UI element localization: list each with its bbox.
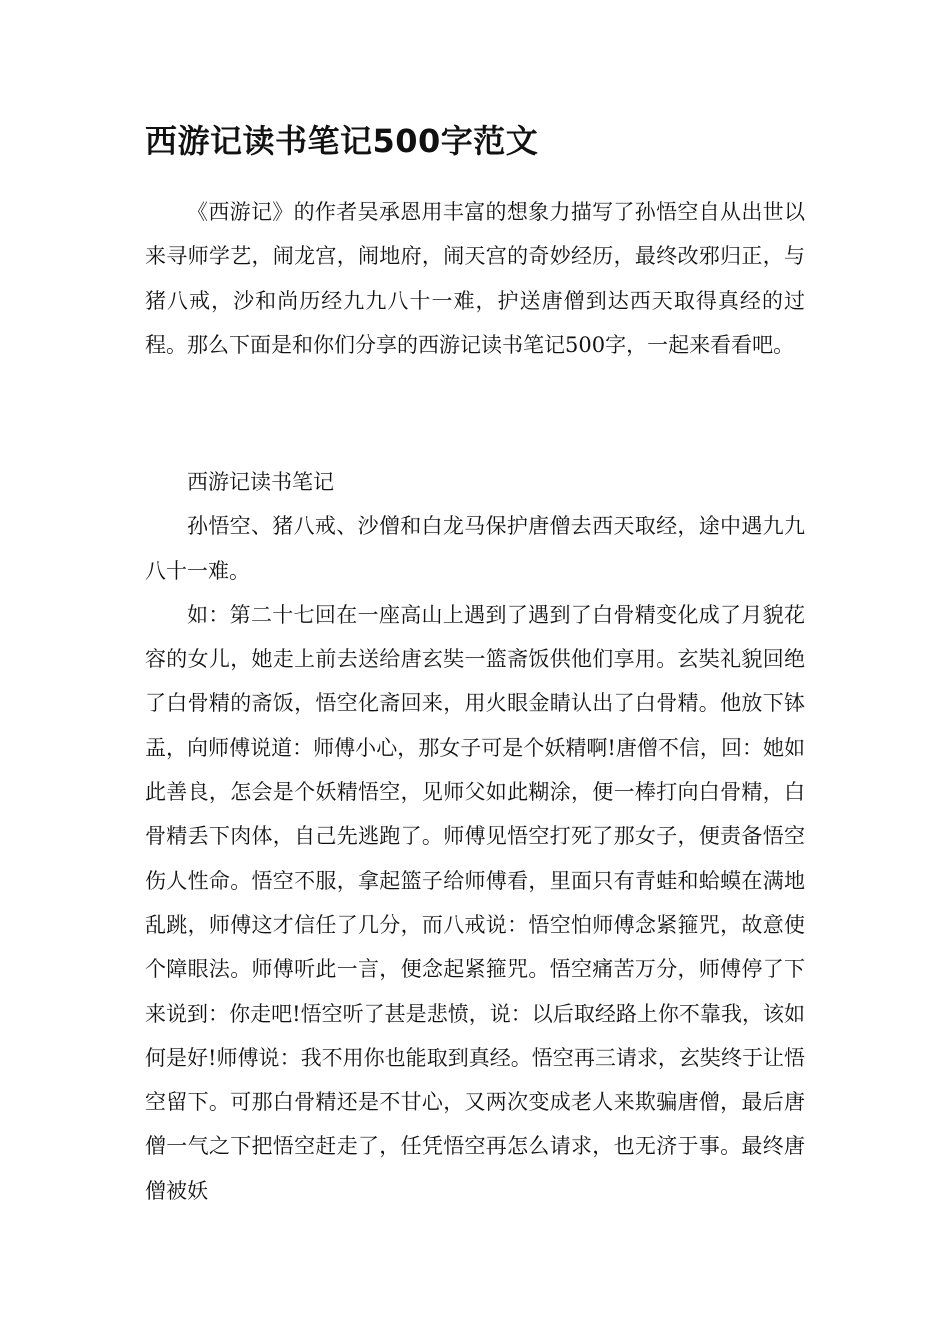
document-title: 西游记读书笔记500字范文 <box>145 122 539 160</box>
section-heading: 西游记读书笔记 <box>187 470 334 494</box>
intro-paragraph: 《西游记》的作者吴承恩用丰富的想象力描写了孙悟空自从出世以来寻师学艺，闹龙宫，闹地府，闹天宫的奇妙经历，最终改邪归正，与猪八戒，沙和尚历经九九八十一难，护送唐僧到达西天取得真经的过程。那么下面是和你们分享的西游记读书笔记500字，一起来看看吧。 <box>145 200 805 357</box>
intro-block <box>145 190 805 367</box>
body-paragraph: 孙悟空、猪八戒、沙僧和白龙马保护唐僧去西天取经，途中遇九九八十一难。 <box>145 514 805 583</box>
main-section <box>145 460 805 1213</box>
body-paragraph: 如：第二十七回在一座高山上遇到了遇到了白骨精变化成了月貌花容的女儿，她走上前去送给唐玄奘一篮斋饭供他们享用。玄奘礼貌回绝了白骨精的斋饭，悟空化斋回来，用火眼金睛认出了白骨精。他放下钵盂，向师傅说道：师傅小心，那女子可是个妖精啊!唐僧不信，回：她如此善良，怎会是个妖精悟空，见师父如此糊涂，便一棒打向白骨精，白骨精丢下肉体，自己先逃跑了。师傅见悟空打死了那女子，便责备悟空伤人性命。悟空不服，拿起篮子给师傅看，里面只有青蛙和蛤蟆在满地乱跳，师傅这才信任了几分，而八戒说：悟空怕师傅念紧箍咒，故意使个障眼法。师傅听此一言，便念起紧箍咒。悟空痛苦万分，师傅停了下来说到：你走吧!悟空听了甚是悲愤，说：以后取经路上你不靠我，该如何是好!师傅说：我不用你也能取到真经。悟空再三请求，玄奘终于让悟空留下。可那白骨精还是不甘心，又两次变成老人来欺骗唐僧，最后唐僧一气之下把悟空赶走了，任凭悟空再怎么请求，也无济于事。最终唐僧被妖 <box>145 602 805 1203</box>
